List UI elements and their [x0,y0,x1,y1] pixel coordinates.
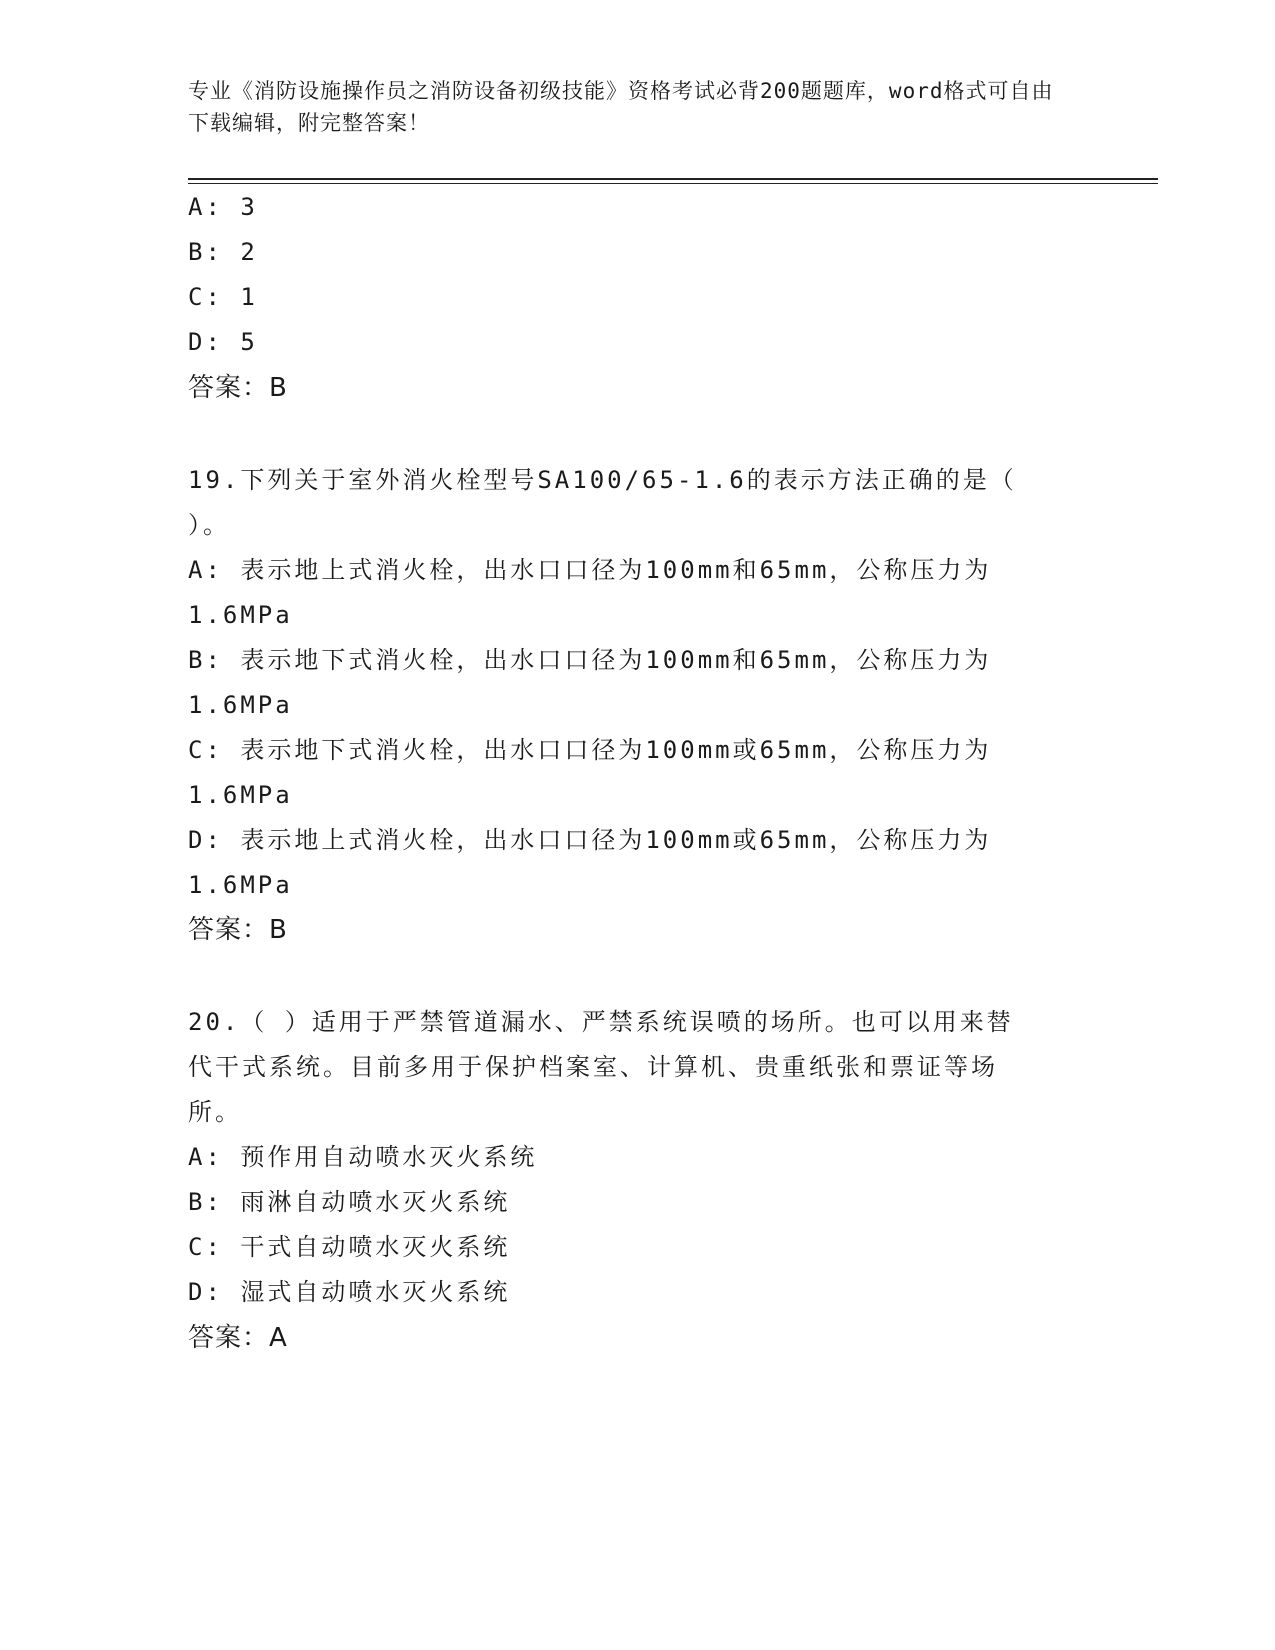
q19-option-b-line1: B: 表示地下式消火栓，出水口口径为100mm和65mm，公称压力为 [188,646,992,674]
q18-answer: 答案：B [188,373,288,403]
q20-answer: 答案：A [188,1323,288,1353]
q18-option-d: D: 5 [188,328,258,356]
document-header: 专业《消防设施操作员之消防设备初级技能》资格考试必背200题题库，word格式可自由下载编辑，附完整答案！ [188,79,1054,135]
q19-option-a-line2: 1.6MPa [188,601,293,629]
q19-question-line2: ）。 [188,511,230,539]
q18-option-a: A: 3 [188,193,258,221]
q20-option-a: A: 预作用自动喷水灭火系统 [188,1143,538,1171]
header-divider-thin [188,183,1158,184]
q19-option-c-line2: 1.6MPa [188,781,293,809]
header-divider-thick [188,178,1158,180]
q19-option-d-line1: D: 表示地上式消火栓，出水口口径为100mm或65mm，公称压力为 [188,826,992,854]
q20-question-line2: 代干式系统。目前多用于保护档案室、计算机、贵重纸张和票证等场 [188,1053,998,1081]
q20-question-line1: 20.（ ）适用于严禁管道漏水、严禁系统误喷的场所。也可以用来替 [188,1008,1014,1036]
q18-option-b: B: 2 [188,238,258,266]
q19-answer: 答案：B [188,915,288,945]
q19-option-d-line2: 1.6MPa [188,871,293,899]
q18-option-c: C: 1 [188,283,258,311]
q19-question-line1: 19.下列关于室外消火栓型号SA100/65-1.6的表示方法正确的是（ [188,466,1017,494]
q20-question-line3: 所。 [188,1098,242,1126]
q19-option-c-line1: C: 表示地下式消火栓，出水口口径为100mm或65mm，公称压力为 [188,736,992,764]
q20-option-d: D: 湿式自动喷水灭火系统 [188,1278,511,1306]
q19-option-a-line1: A: 表示地上式消火栓，出水口口径为100mm和65mm，公称压力为 [188,556,992,584]
q19-option-b-line2: 1.6MPa [188,691,293,719]
q20-option-c: C: 干式自动喷水灭火系统 [188,1233,511,1261]
q20-option-b: B: 雨淋自动喷水灭火系统 [188,1188,511,1216]
